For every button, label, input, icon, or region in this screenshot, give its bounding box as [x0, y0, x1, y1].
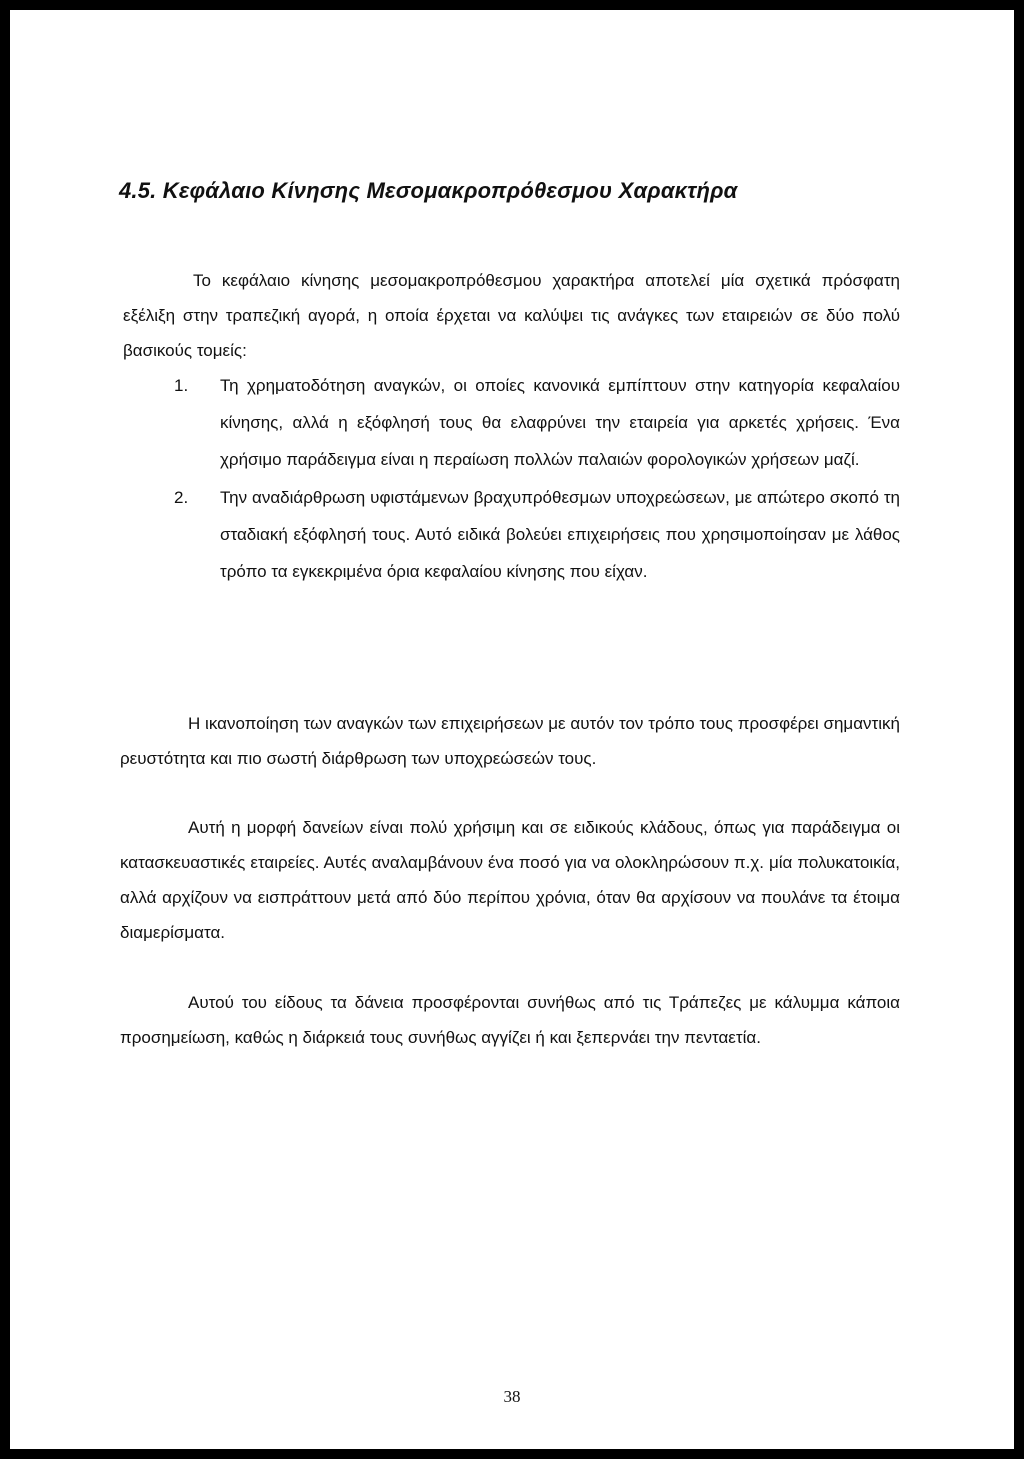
page-number: 38: [503, 1387, 521, 1406]
body-paragraph: Αυτή η μορφή δανείων είναι πολύ χρήσιμη και σε ειδικούς κλάδους, όπως για παράδειγμα οι κατασκευαστικές εταιρείες. Αυτές αναλαμβάνουν ένα ποσό για να ολοκληρώσουν π.χ. μία πολυκατοικία, αλλά αρχίζουν να εισπράττουν μετά από δύο περίπου χρόνια, όταν θα αρχίσουν να πουλάνε τα έτοιμα διαμερίσματα.: [120, 818, 900, 942]
list-item-number: 2.: [174, 488, 189, 507]
section-title: 4.5. Κεφάλαιο Κίνησης Μεσομακροπρόθεσμου Χαρακτήρα: [119, 178, 738, 203]
body-paragraph: Η ικανοποίηση των αναγκών των επιχειρήσεων με αυτόν τον τρόπο τους προσφέρει σημαντική ρευστότητα και πιο σωστή διάρθρωση των υποχρεώσεών τους.: [120, 714, 900, 768]
body-paragraph: Αυτού του είδους τα δάνεια προσφέρονται συνήθως από τις Τράπεζες με κάλυμμα κάποια προσημείωση, καθώς η διάρκειά τους συνήθως αγγίζει ή και ξεπερνάει την πενταετία.: [120, 993, 900, 1047]
document-page: [10, 10, 1014, 1449]
intro-paragraph: Το κεφάλαιο κίνησης μεσομακροπρόθεσμου χαρακτήρα αποτελεί μία σχετικά πρόσφατη εξέλιξη στην τραπεζική αγορά, η οποία έρχεται να καλύψει τις ανάγκες των εταιρειών σε δύο πολύ βασικούς τομείς:: [123, 271, 900, 360]
list-item-number: 1.: [174, 376, 189, 395]
list-item-text: Την αναδιάρθρωση υφιστάμενων βραχυπρόθεσμων υποχρεώσεων, με απώτερο σκοπό τη σταδιακή εξόφλησή τους. Αυτό ειδικά βολεύει επιχειρήσεις που χρησιμοποίησαν με λάθος τρόπο τα εγκεκριμένα όρια κεφαλαίου κίνησης που είχαν.: [220, 488, 900, 581]
list-item: [170, 367, 900, 478]
numbered-list: [170, 367, 900, 591]
list-item-text: Τη χρηματοδότηση αναγκών, οι οποίες κανονικά εμπίπτουν στην κατηγορία κεφαλαίου κίνησης, αλλά η εξόφλησή τους θα ελαφρύνει την εταιρεία για αρκετές χρήσεις. Ένα χρήσιμο παράδειγμα είναι η περαίωση πολλών παλαιών φορολογικών χρήσεων μαζί.: [220, 376, 900, 469]
list-item: [170, 479, 900, 590]
